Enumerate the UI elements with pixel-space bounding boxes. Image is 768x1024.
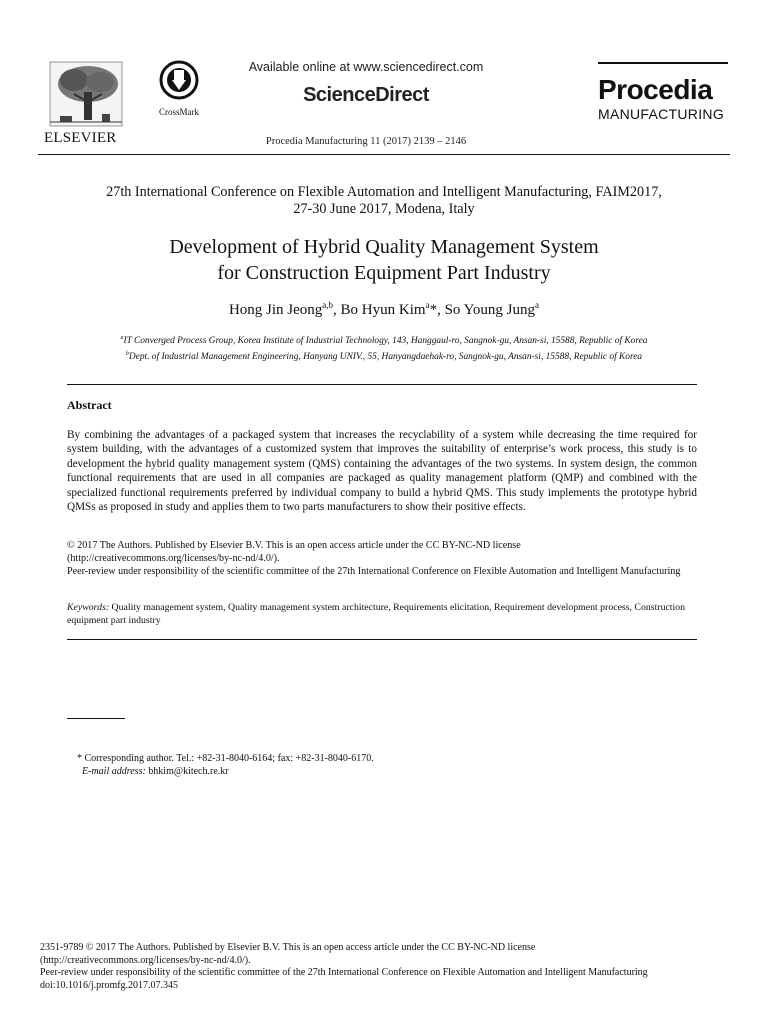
procedia-name: Procedia [598,74,713,105]
footer-doi[interactable]: doi:10.1016/j.promfg.2017.07.345 [40,979,179,991]
license-link[interactable]: (http://creativecommons.org/licenses/by-nc-nd/4.0/). [67,552,280,564]
procedia-subtitle: MANUFACTURING [598,106,725,122]
crossmark-badge[interactable] [152,60,206,116]
email-label: E-mail address: [82,766,146,777]
sciencedirect-wordmark: ScienceDirect [303,84,429,106]
keywords-list: Quality management system, Quality management system architecture, Requirements elicitation, Requirement development process, Construction equipment part industry [67,602,686,626]
author-name: Bo Hyun Kim [340,302,426,318]
author-affil-mark: a,b [322,300,334,310]
available-online-text: Available online at www.sciencedirect.com [248,60,484,74]
affiliations [60,332,708,364]
affiliation-a [60,332,708,348]
affiliation-text: IT Converged Process Group, Korea Institute of Industrial Technology, 143, Hanggaul-ro, Sangnok-gu, Ansan-si, 15588, Republic of Korea [123,336,648,347]
procedia-logo [598,62,728,122]
affiliation-b [60,348,708,364]
abstract-bottom-rule [67,639,697,640]
affiliation-mark: a [120,335,124,341]
footnote-rule [67,718,125,719]
elsevier-wordmark: ELSEVIER [44,130,117,146]
crossmark-icon [152,60,206,102]
title-line-2: for Construction Equipment Part Industry [217,262,551,284]
author-affil-mark: a [535,300,540,310]
abstract-top-rule [67,384,697,385]
keywords-label: Keywords: [67,602,110,613]
footer-peer-review: Peer-review under responsibility of the scientific committee of the 27th International Conference on Flexible Automation and Intelligent Manufacturing [40,967,648,978]
author-separator: , [333,302,341,318]
elsevier-logo [44,58,134,148]
journal-reference: Procedia Manufacturing 11 (2017) 2139 – 2146 [265,136,467,147]
header-divider [38,154,730,155]
author-name: So Young Jung [444,302,536,318]
footnote-contact: * Corresponding author. Tel.: +82-31-8040-6164; fax: +82-31-8040-6170. [77,753,374,764]
peer-review-line: Peer-review under responsibility of the scientific committee of the 27th International Conference on Flexible Automation and Intelligent Manufacturing [67,565,681,577]
corresponding-author-footnote [77,752,697,778]
abstract-heading: Abstract [67,398,112,412]
conference-line-2: 27-30 June 2017, Modena, Italy [293,201,475,217]
affiliation-text: Dept. of Industrial Management Engineering, Hanyang UNIV., 55, Hanyangdaehak-ro, Sangnok-gu, Ansan-si, 15588, Republic of Korea [128,352,643,363]
title-line-1: Development of Hybrid Quality Management System [169,236,599,258]
author-affil-mark: a [425,300,430,310]
footer-license-link[interactable]: (http://creativecommons.org/licenses/by-nc-nd/4.0/). [40,954,251,966]
license-notice [67,540,697,578]
author-list [80,300,688,319]
footnote-email-line [77,765,697,778]
crossmark-label: CrossMark [159,107,199,117]
affiliation-mark: b [125,351,129,358]
author-separator: , [437,302,445,318]
author-name: Hong Jin Jeong [228,302,323,318]
email-link[interactable]: bhkim@kitech.re.kr [148,766,229,777]
footer-issn-line: 2351-9789 © 2017 The Authors. Published by Elsevier B.V. This is an open access article under the CC BY-NC-ND license [40,942,536,953]
paper-title [80,234,688,286]
corresponding-mark: * [429,302,438,318]
conference-line-1: 27th International Conference on Flexible Automation and Intelligent Manufacturing, FAIM2017, [106,184,662,200]
keywords [67,601,697,627]
license-line-1: © 2017 The Authors. Published by Elsevier B.V. This is an open access article under the CC BY-NC-ND license [67,540,521,551]
conference-info [50,184,718,218]
abstract-text: By combining the advantages of a packaged system that increases the recyclability of a system while decreasing the time required for system building, with the advantages of a customized system that improves the suitability of enterprise’s work process, this study is to development the hybrid quality management system (QMS) containing the advantages of the two systems. In system design, the common functional requirements that are used in all companies are packaged as quality management platform (QMP) and combined with the specialized functional requirements preferred by individual company to build a hybrid QMS. This study implements the prototype hybrid QMSs as proposed in study and applies them to two parts manufacturers to show their positive effects. [67,429,697,514]
page-footer [40,942,740,992]
procedia-top-rule [598,62,728,64]
